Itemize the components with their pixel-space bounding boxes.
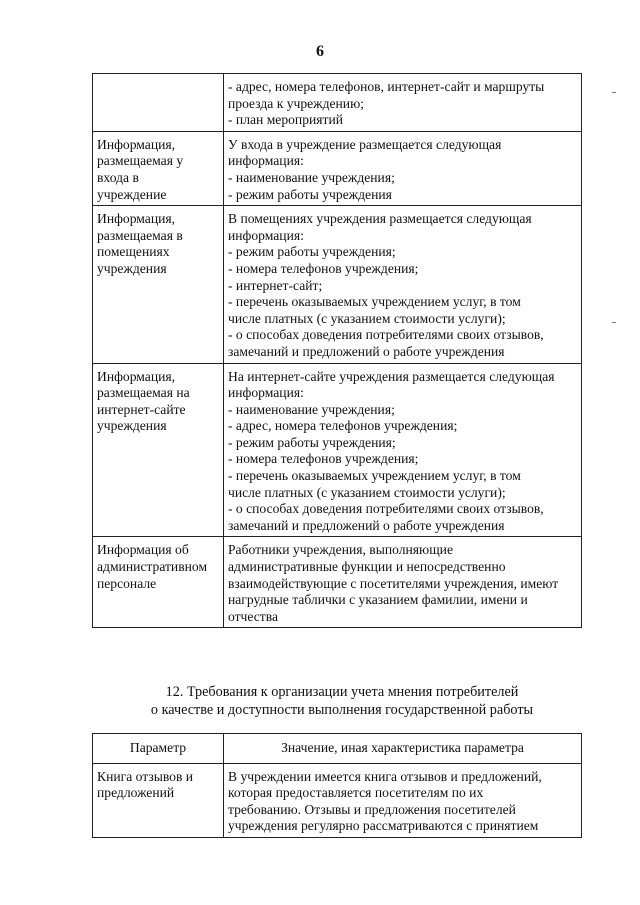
section-12-heading-line-2: о качестве и доступности выполнения государственной работы — [150, 702, 534, 718]
row-content-line: - наименование учреждения; — [228, 169, 395, 185]
row-content-line: - адрес, номера телефонов учреждения; — [228, 418, 458, 434]
row-label-line: помещениях — [97, 244, 170, 260]
row-label-line: размещаемая в — [97, 227, 183, 243]
row-content-line: В помещениях учреждения размещается следующая — [228, 211, 532, 227]
row-content-cell — [224, 363, 582, 537]
page-number: 6 — [316, 43, 324, 60]
row-content-line: - номера телефонов учреждения; — [228, 260, 419, 276]
row-label-line: учреждения — [97, 418, 167, 434]
row-content-line: В учреждении имеется книга отзывов и предложений, — [228, 768, 542, 784]
section-12-heading — [92, 683, 592, 719]
row-label-line: Книга отзывов и — [97, 768, 194, 784]
row-label-line: Информация, — [97, 368, 176, 384]
row-content-line: - интернет-сайт; — [228, 277, 323, 293]
row-content-line: Работники учреждения, выполняющие — [228, 542, 453, 558]
row-content-line: - наименование учреждения; — [228, 401, 395, 417]
row-content-line: замечаний и предложений о работе учреждения — [228, 343, 505, 359]
row-label-line: входа в — [97, 169, 139, 185]
row-label-cell — [93, 363, 224, 537]
row-label-line: предложений — [97, 785, 175, 801]
header-parameter: Параметр — [93, 734, 224, 764]
row-content-cell — [224, 763, 582, 837]
row-label-cell — [93, 206, 224, 363]
row-label-line: Информация, — [97, 136, 176, 152]
row-content-line: административные функции и непосредственно — [228, 559, 506, 575]
row-content-line: числе платных (с указанием стоимости услуги); — [228, 484, 506, 500]
table-row — [93, 131, 582, 205]
row-content-line: проезда к учреждению; — [228, 95, 364, 111]
row-label-line: интернет-сайте — [97, 401, 186, 417]
row-content-line: которая предоставляется посетителям по их — [228, 785, 484, 801]
header-value: Значение, иная характеристика параметра — [224, 734, 582, 764]
row-content-line: На интернет-сайте учреждения размещается следующая — [228, 368, 555, 384]
row-label-line: учреждение — [97, 186, 167, 202]
row-label-line: персонале — [97, 575, 157, 591]
scan-edge-mark — [612, 92, 616, 93]
row-content-cell — [224, 131, 582, 205]
table-row — [93, 74, 582, 132]
row-content-line: - номера телефонов учреждения; — [228, 451, 419, 467]
information-table — [92, 73, 582, 628]
feedback-parameters-table — [92, 733, 582, 838]
row-content-line: - режим работы учреждения; — [228, 434, 396, 450]
row-content-line: замечаний и предложений о работе учреждения — [228, 517, 505, 533]
row-label-line: учреждения — [97, 260, 167, 276]
row-label-cell — [93, 131, 224, 205]
scan-edge-mark — [612, 322, 616, 323]
row-content-line: - перечень оказываемых учреждением услуг, в том — [228, 468, 521, 484]
table-header-row — [93, 734, 582, 764]
row-content-line: У входа в учреждение размещается следующая — [228, 136, 502, 152]
row-label-line: размещаемая на — [97, 385, 190, 401]
row-content-line: - перечень оказываемых учреждением услуг, в том — [228, 294, 521, 310]
row-label-line: административном — [97, 559, 208, 575]
row-content-cell — [224, 537, 582, 628]
row-content-line: - режим работы учреждения; — [228, 244, 396, 260]
row-content-line: - о способах доведения потребителями своих отзывов, — [228, 327, 544, 343]
row-content-line: информация: — [228, 227, 304, 243]
row-content-line: взаимодействующие с посетителями учреждения, имеют — [228, 575, 559, 591]
row-content-line: информация: — [228, 385, 304, 401]
row-content-line: информация: — [228, 153, 304, 169]
row-content-cell — [224, 206, 582, 363]
row-content-line: нагрудные таблички с указанием фамилии, имени и — [228, 592, 528, 608]
row-content-line: отчества — [228, 608, 279, 624]
section-12-heading-line-1: 12. Требования к организации учета мнения потребителей — [165, 684, 519, 700]
row-label-line: Информация об — [97, 542, 189, 558]
row-content-line: учреждения регулярно рассматриваются с принятием — [228, 818, 539, 834]
table-row — [93, 537, 582, 628]
row-content-line: - адрес, номера телефонов, интернет-сайт и маршруты — [228, 79, 545, 94]
row-label-line: размещаемая у — [97, 153, 184, 169]
row-label-cell — [93, 74, 224, 132]
row-label-cell — [93, 537, 224, 628]
table-row — [93, 206, 582, 363]
row-content-line: числе платных (с указанием стоимости услуги); — [228, 310, 506, 326]
row-label-line: Информация, — [97, 211, 176, 227]
row-content-line: - план мероприятий — [228, 112, 344, 128]
row-content-line: требованию. Отзывы и предложения посетителей — [228, 801, 516, 817]
row-content-cell — [224, 74, 582, 132]
row-content-line: - режим работы учреждения — [228, 186, 392, 202]
row-label-cell — [93, 763, 224, 837]
table-row — [93, 763, 582, 837]
table-row — [93, 363, 582, 537]
row-content-line: - о способах доведения потребителями своих отзывов, — [228, 501, 544, 517]
